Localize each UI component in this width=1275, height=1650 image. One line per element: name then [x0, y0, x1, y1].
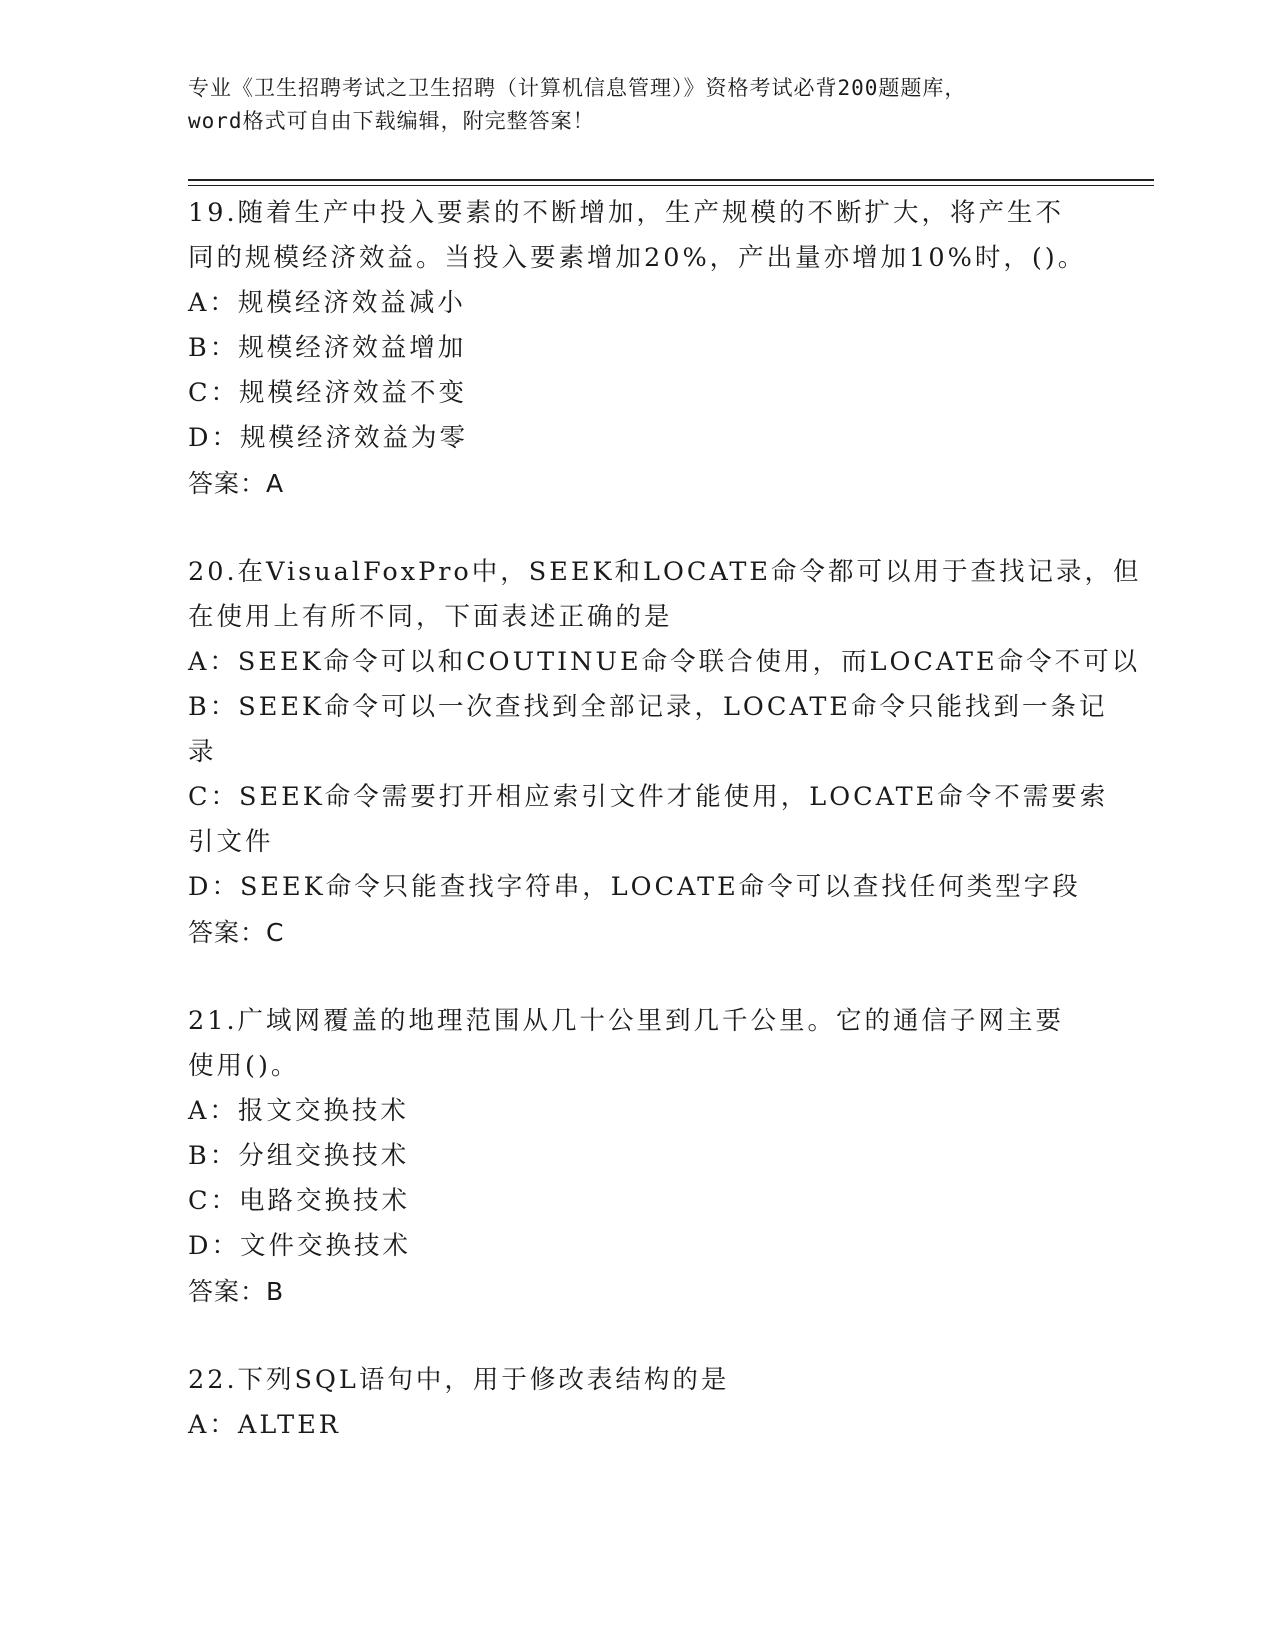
- option-text: C：SEEK命令需要打开相应索引文件才能使用，LOCATE命令不需要索: [188, 782, 1109, 812]
- option-text: D：规模经济效益为零: [188, 423, 468, 453]
- question-text: 19.随着生产中投入要素的不断增加，生产规模的不断扩大，将产生不: [188, 198, 1065, 228]
- header-title-line-1: 专业《卫生招聘考试之卫生招聘（计算机信息管理）》资格考试必背200题题库，: [188, 76, 967, 100]
- option-text: B：分组交换技术: [188, 1141, 410, 1171]
- option-text: D：SEEK命令只能查找字符串，LOCATE命令可以查找任何类型字段: [188, 872, 1081, 902]
- option-text: D：文件交换技术: [188, 1231, 411, 1261]
- option-text: 录: [188, 737, 217, 767]
- option-text: 引文件: [188, 827, 274, 857]
- answer-text: 答案：C: [188, 918, 285, 947]
- option-text: A：SEEK命令可以和COUTINUE命令联合使用，而LOCATE命令不可以: [188, 647, 1141, 677]
- question-text: 在使用上有所不同，下面表述正确的是: [188, 602, 673, 632]
- answer-text: 答案：A: [188, 469, 285, 498]
- question-item: [188, 999, 1088, 1314]
- option-text: C：电路交换技术: [188, 1186, 411, 1216]
- question-list: [188, 191, 1142, 1492]
- document-header: [188, 72, 1088, 138]
- question-item: [188, 1358, 1088, 1448]
- option-text: C：规模经济效益不变: [188, 378, 468, 408]
- header-divider-thin: [188, 185, 1154, 186]
- option-text: A：规模经济效益减小: [188, 288, 466, 318]
- question-text: 21.广域网覆盖的地理范围从几十公里到几千公里。它的通信子网主要: [188, 1006, 1065, 1036]
- question-text: 使用()。: [188, 1051, 300, 1081]
- option-text: B：规模经济效益增加: [188, 333, 467, 363]
- question-item: [188, 550, 1142, 955]
- option-text: A：ALTER: [188, 1410, 342, 1440]
- option-text: B：SEEK命令可以一次查找到全部记录，LOCATE命令只能找到一条记: [188, 692, 1108, 722]
- header-title-line-2: word格式可自由下载编辑，附完整答案！: [188, 109, 595, 133]
- option-text: A：报文交换技术: [188, 1096, 409, 1126]
- question-text: 20.在VisualFoxPro中，SEEK和LOCATE命令都可以用于查找记录，但: [188, 557, 1142, 587]
- question-item: [188, 191, 1088, 506]
- header-divider-thick: [188, 179, 1154, 181]
- question-text: 同的规模经济效益。当投入要素增加20%，产出量亦增加10%时，()。: [188, 243, 1087, 273]
- answer-text: 答案：B: [188, 1277, 285, 1306]
- question-text: 22.下列SQL语句中，用于修改表结构的是: [188, 1365, 730, 1395]
